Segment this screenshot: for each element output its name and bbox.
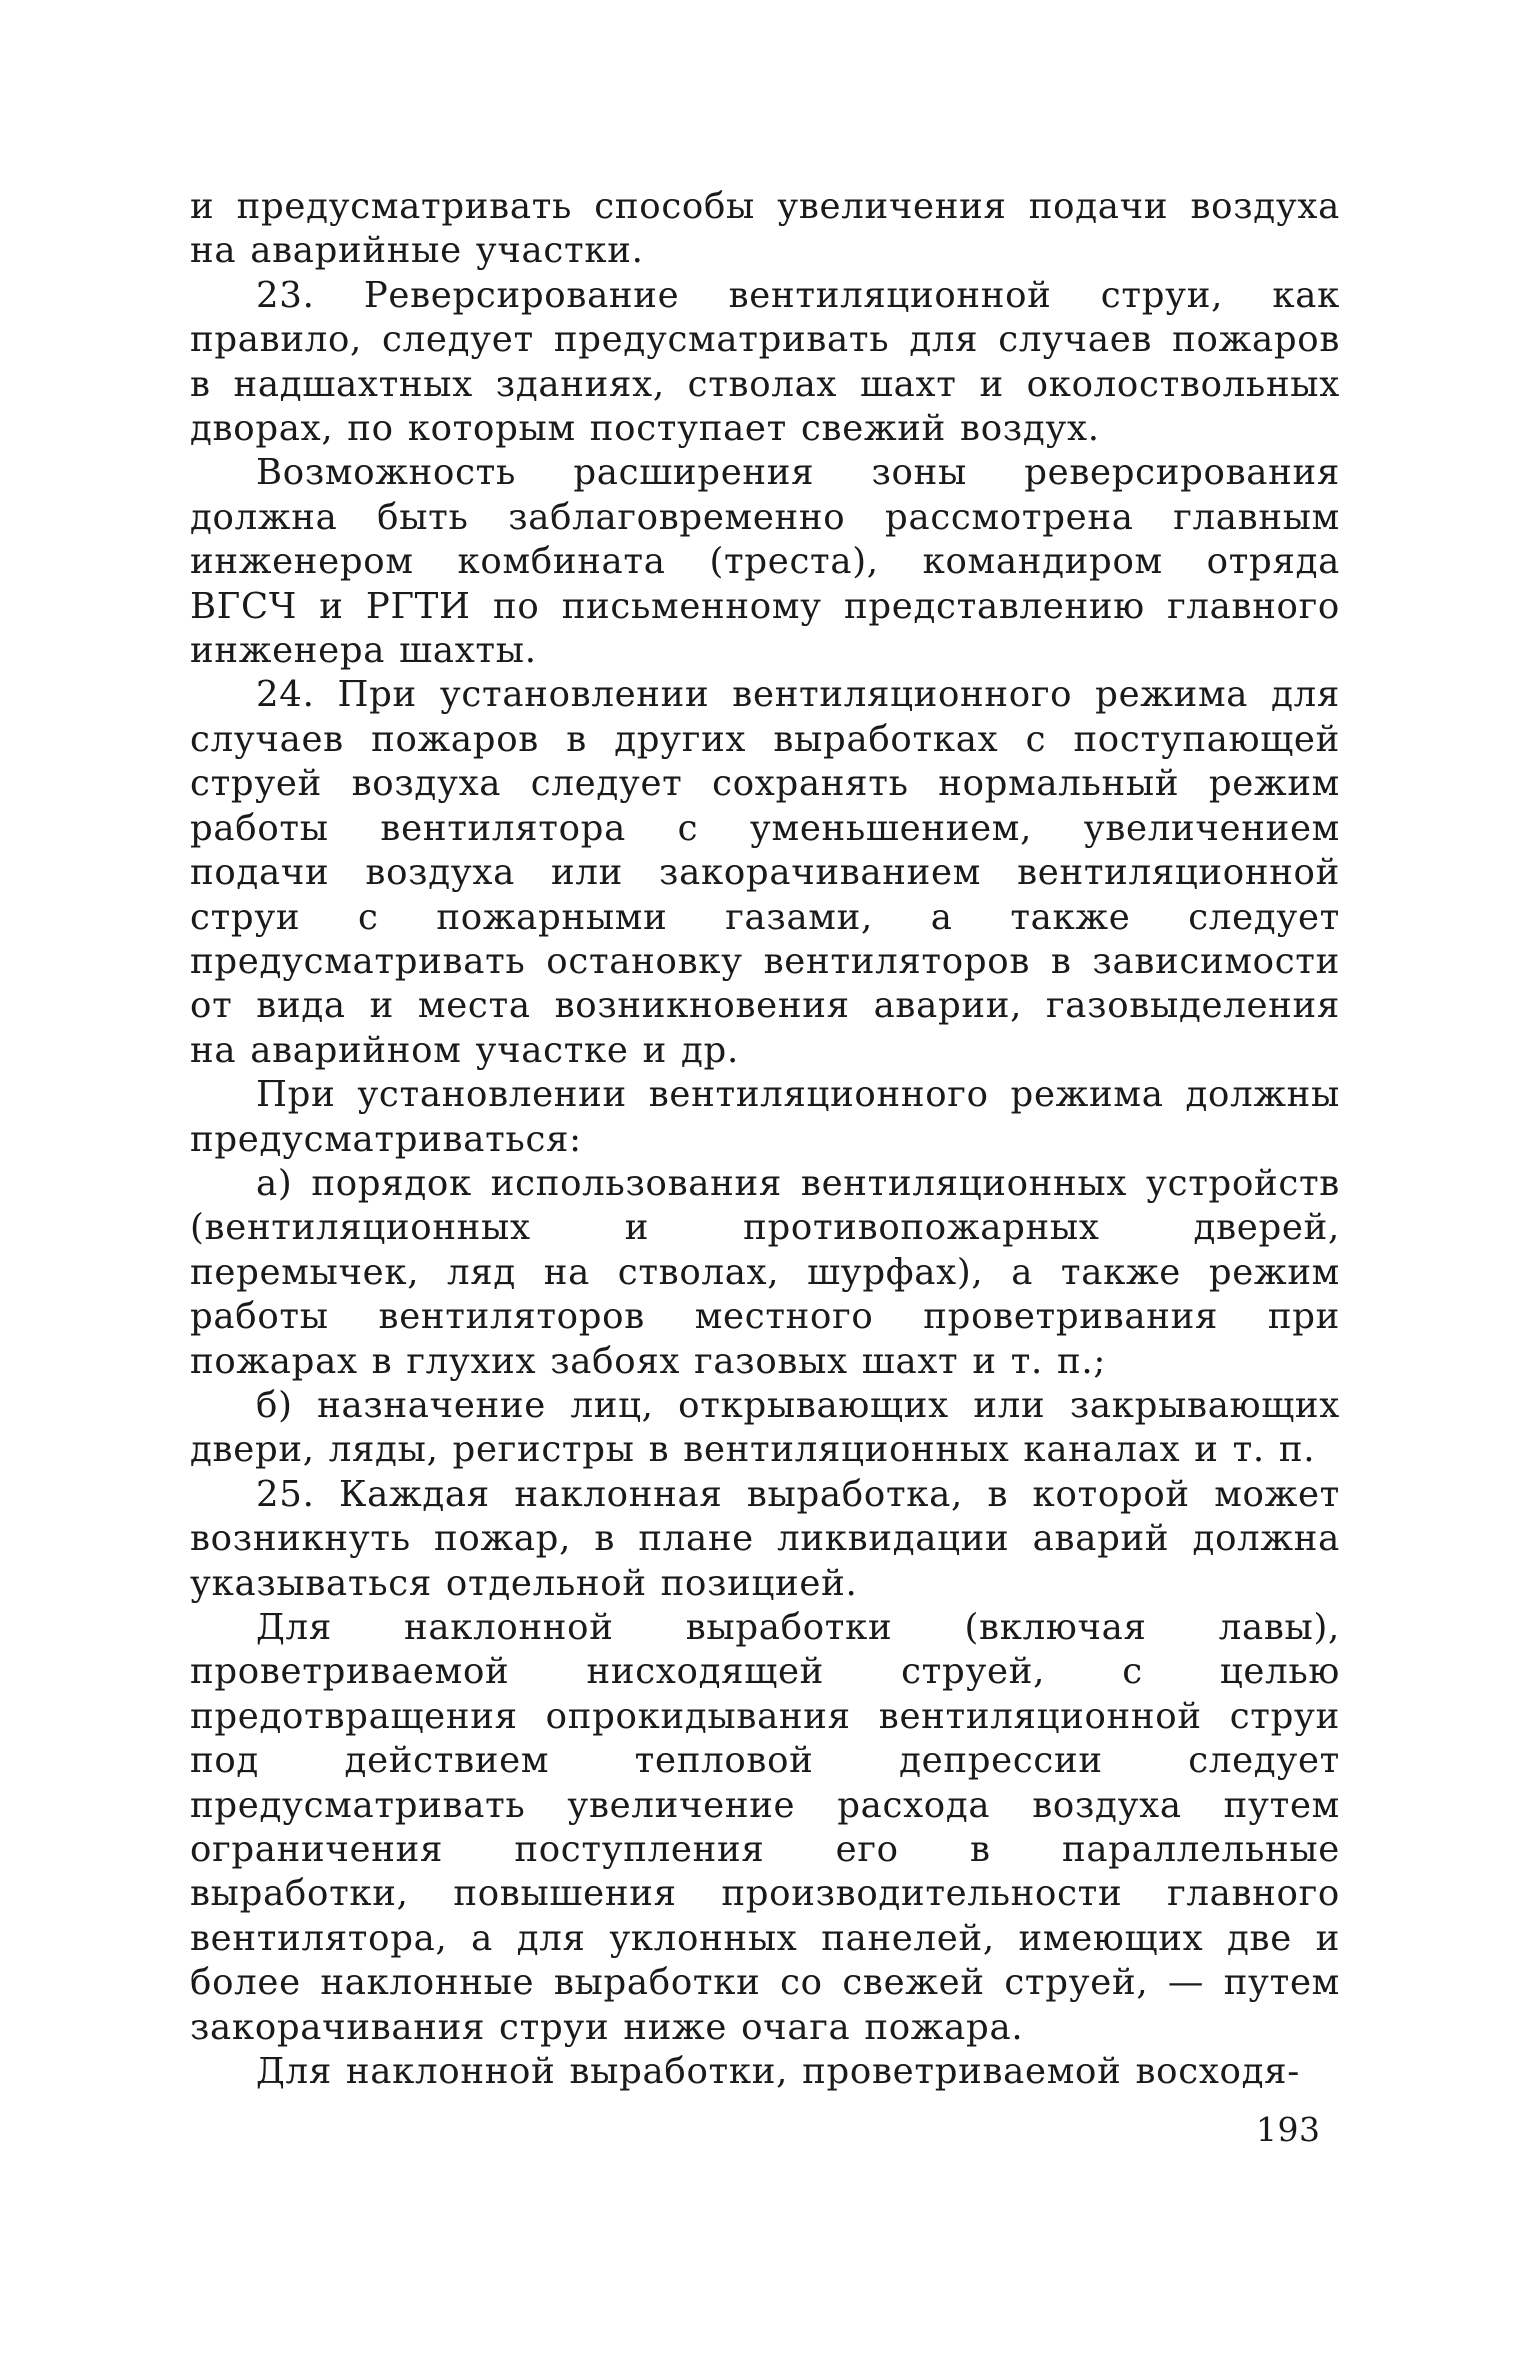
list-item-b: б) назначение лиц, открывающих или закрывающих двери, ляды, регистры в вентиляционных каналах и т. п. [190,1384,1340,1471]
body-text [190,185,1340,2094]
paragraph-item-23: 23. Реверсирование вентиляционной струи, как правило, следует предусматривать для случаев пожаров в надшахтных зданиях, стволах шахт и околоствольных дворах, по которым поступает свежий воздух. [190,274,1340,450]
paragraph-5: При установлении вентиляционного режима должны предусматриваться: [190,1074,1340,1160]
paragraph-3: Возможность расширения зоны реверсирования должна быть заблаговременно рассмотрена главным инженером комбината (треста), командиром отряда ВГСЧ и РГТИ по письменному представлению главного инженера шахты. [190,452,1340,672]
paragraph-item-25: 25. Каждая наклонная выработка, в которой может возникнуть пожар, в плане ликвидации аварий должна указываться отдельной позицией. [190,1473,1340,1604]
paragraph-9: Для наклонной выработки (включая лавы), проветриваемой нисходящей струей, с целью предотвращения опрокидывания вентиляционной струи под действием тепловой депрессии следует предусматривать увеличение расхода воздуха путем ограничения поступления его в параллельные выработки, повышения производительности главного вентилятора, а для уклонных панелей, имеющих две и более наклонные выработки со свежей струей, — путем закорачивания струи ниже очага пожара. [190,1607,1340,2048]
list-item-a: а) порядок использования вентиляционных устройств (вентиляционных и противопожарных дверей, перемычек, ляд на стволах, шурфах), а также режим работы вентиляторов местного проветривания при пожарах в глухих забоях газовых шахт и т. п.; [190,1162,1340,1382]
page-number: 193 [1256,2110,1321,2149]
paragraph-1: и предусматривать способы увеличения подачи воздуха на аварийные участки. [190,186,1340,272]
paragraph-10: Для наклонной выработки, проветриваемой восходя- [256,2051,1300,2093]
paragraph-item-24: 24. При установлении вентиляционного режима для случаев пожаров в других выработках с поступающей струей воздуха следует сохранять нормальный режим работы вентилятора с уменьшением, увеличением подачи воздуха или закорачиванием вентиляционной струи с пожарными газами, а также следует предусматривать остановку вентиляторов в зависимости от вида и места возникновения аварии, газовыделения на аварийном участке и др. [190,674,1340,1071]
